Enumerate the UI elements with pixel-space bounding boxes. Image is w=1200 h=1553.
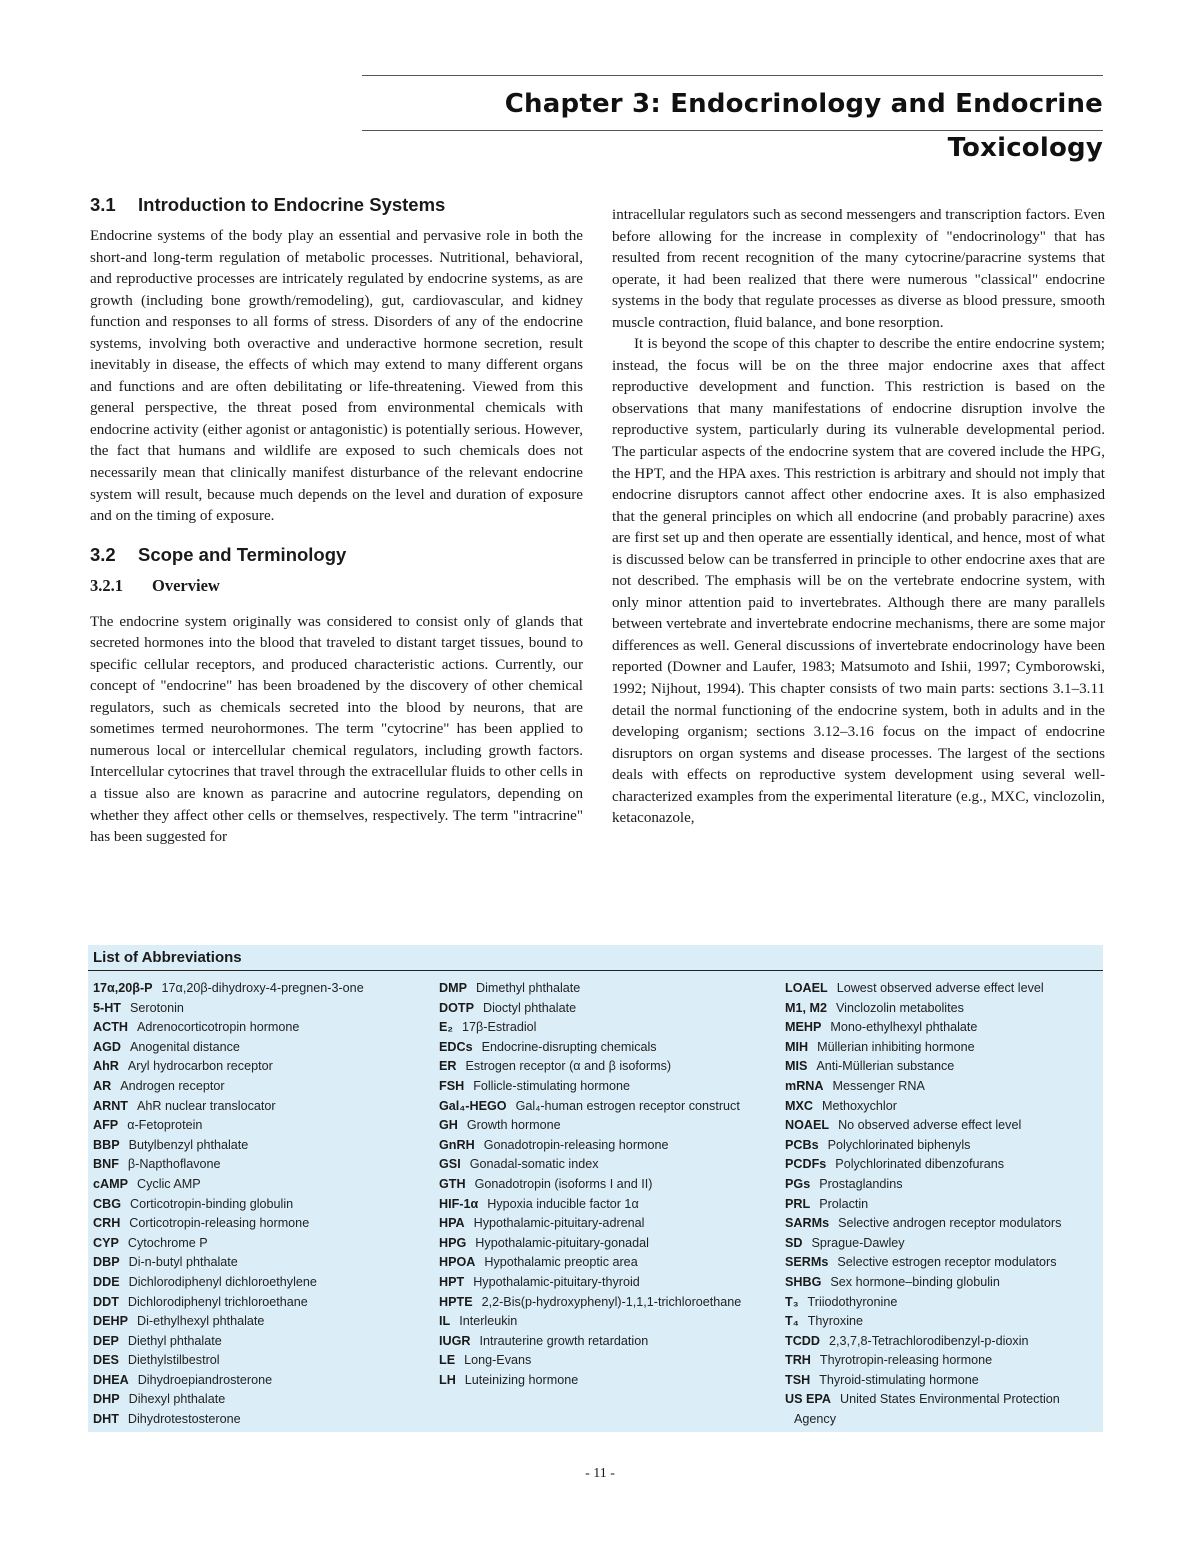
abbreviation-term: HPG <box>439 1235 467 1250</box>
abbreviation-term: cAMP <box>93 1176 128 1191</box>
abbreviation-term: M1, M2 <box>785 1000 827 1015</box>
abbreviation-entry <box>785 1018 1100 1038</box>
abbreviation-term: US EPA <box>785 1392 831 1407</box>
abbreviation-entry <box>439 1371 779 1391</box>
abbreviation-entry <box>93 1273 433 1293</box>
section-title: Introduction to Endocrine Systems <box>138 194 446 215</box>
abbreviation-entry <box>93 1293 433 1313</box>
abbreviation-term: SHBG <box>785 1274 822 1289</box>
abbreviation-term: HPTE <box>439 1294 473 1309</box>
abbreviation-term: DOTP <box>439 1000 474 1015</box>
abbreviation-definition: Thyroid-stimulating hormone <box>819 1372 979 1387</box>
abbreviation-term: ACTH <box>93 1020 128 1035</box>
abbreviation-definition: Dichlorodiphenyl trichloroethane <box>127 1294 308 1309</box>
abbreviation-definition: Gonadotropin (isoforms I and II) <box>474 1176 653 1191</box>
abbreviation-entry <box>93 1097 433 1117</box>
abbreviation-term: T₃ <box>785 1294 799 1309</box>
abbreviation-definition: Mono-ethylhexyl phthalate <box>830 1020 978 1035</box>
abbreviation-definition: Diethylstilbestrol <box>127 1353 220 1368</box>
header-rule-bottom <box>362 130 1103 131</box>
abbreviation-term: NOAEL <box>785 1118 830 1133</box>
abbreviation-entry <box>93 1057 433 1077</box>
abbreviation-term: 5-HT <box>93 1000 121 1015</box>
abbreviation-term: MIH <box>785 1039 809 1054</box>
abbreviation-entry <box>93 1018 433 1038</box>
abbreviation-entry <box>785 1253 1100 1273</box>
abbreviation-term: EDCs <box>439 1039 473 1054</box>
abbreviation-entry <box>439 1214 779 1234</box>
abbreviation-term: TSH <box>785 1372 811 1387</box>
abbreviation-definition: Long-Evans <box>464 1353 532 1368</box>
abbreviation-entry <box>93 1351 433 1371</box>
abbreviation-definition: Triiodothyronine <box>807 1294 898 1309</box>
abbreviation-entry <box>785 1390 1100 1429</box>
abbreviation-term: DEHP <box>93 1314 128 1329</box>
abbreviation-definition: Dichlorodiphenyl dichloroethylene <box>128 1274 317 1289</box>
paragraph-intro: Endocrine systems of the body play an essential and pervasive role in both the short-and long-term regulation of metabolic processes. Nutritional, behavioral, and reproductive processes are intricately regulated by endocrine systems, as are growth (including bone growth/remodeling), gut, cardiovascular, and kidney function and responses to all forms of stress. Disorders of any of the endocrine systems, involving both overactive and underactive hormone secretion, result inevitably in disease, the effects of which may extend to many different organs and functions and are often debilitating or life-threatening. Viewed from this general perspective, the threat posed from environmental chemicals with endocrine activity (either agonist or antagonistic) is potentially serious. However, the fact that humans and wildlife are exposed to such chemicals does not necessarily mean that clinically manifest disturbance of the relevant endocrine system will result, because much depends on the level and duration of exposure and on the timing of exposure. <box>90 228 583 525</box>
abbreviation-definition: Di-ethylhexyl phthalate <box>137 1314 265 1329</box>
abbreviation-entry <box>93 1175 433 1195</box>
abbreviation-definition: Butylbenzyl phthalate <box>128 1137 249 1152</box>
abbreviation-term: DEP <box>93 1333 119 1348</box>
abbreviation-term: ARNT <box>93 1098 128 1113</box>
abbreviation-entry <box>93 1253 433 1273</box>
abbreviation-term: T₄ <box>785 1314 799 1329</box>
abbreviation-entry <box>785 979 1100 999</box>
abbreviation-definition: Hypoxia inducible factor 1α <box>487 1196 639 1211</box>
abbreviation-term: AGD <box>93 1039 121 1054</box>
abbreviation-entry <box>93 1077 433 1097</box>
abbreviation-entry <box>439 1312 779 1332</box>
subsection-title: Overview <box>152 575 220 595</box>
abbreviation-definition: Androgen receptor <box>120 1078 225 1093</box>
abbreviations-box <box>88 945 1103 1432</box>
abbreviation-entry <box>439 1057 779 1077</box>
abbreviation-term: LE <box>439 1353 456 1368</box>
abbreviation-entry <box>93 1116 433 1136</box>
abbreviation-definition: Messenger RNA <box>832 1078 925 1093</box>
abbreviation-definition: Dihexyl phthalate <box>128 1392 226 1407</box>
abbreviation-definition: No observed adverse effect level <box>838 1118 1022 1133</box>
abbreviation-entry <box>439 1116 779 1136</box>
abbreviation-term: MIS <box>785 1059 808 1074</box>
abbreviation-term: CYP <box>93 1235 119 1250</box>
abbreviation-entry <box>785 1195 1100 1215</box>
abbreviation-definition: 2,3,7,8-Tetrachlorodibenzyl-p-dioxin <box>828 1333 1029 1348</box>
abbreviation-term: LOAEL <box>785 981 828 995</box>
abbreviation-term: PCDFs <box>785 1157 827 1172</box>
section-title: Scope and Terminology <box>138 543 347 565</box>
abbreviation-definition: Thyrotropin-releasing hormone <box>819 1353 993 1368</box>
abbreviation-term: TCDD <box>785 1333 820 1348</box>
abbreviation-term: PGs <box>785 1176 811 1191</box>
abbreviation-definition: Luteinizing hormone <box>464 1372 579 1387</box>
abbreviation-entry <box>785 1097 1100 1117</box>
abbreviation-term: SERMs <box>785 1255 829 1270</box>
abbreviation-entry <box>93 1371 433 1391</box>
abbreviations-title: List of Abbreviations <box>93 949 242 966</box>
abbreviation-entry <box>439 1195 779 1215</box>
abbreviation-definition: Aryl hydrocarbon receptor <box>127 1059 273 1074</box>
abbreviation-definition: Sex hormone–binding globulin <box>830 1274 1000 1289</box>
abbreviation-term: AFP <box>93 1118 119 1133</box>
chapter-title: Chapter 3: Endocrinology and Endocrine Toxicology <box>504 89 1103 163</box>
abbreviation-entry <box>439 1175 779 1195</box>
abbreviation-entry <box>785 1057 1100 1077</box>
abbreviation-definition: United States Environmental Protection Agency <box>794 1392 1060 1427</box>
abbreviation-definition: Follicle-stimulating hormone <box>473 1078 630 1093</box>
abbreviation-term: BBP <box>93 1137 120 1152</box>
subsection-heading-3-2-1 <box>90 574 583 598</box>
abbreviation-definition: Gal₄-human estrogen receptor construct <box>515 1098 740 1113</box>
abbreviation-entry <box>93 1038 433 1058</box>
abbreviations-column-1 <box>93 979 433 1430</box>
abbreviation-entry <box>93 1234 433 1254</box>
abbreviation-definition: 17α,20β-dihydroxy-4-pregnen-3-one <box>161 981 364 995</box>
abbreviation-definition: Prolactin <box>819 1196 869 1211</box>
abbreviation-definition: β-Napthoflavone <box>127 1157 221 1172</box>
abbreviations-rule <box>88 970 1103 971</box>
abbreviation-term: CRH <box>93 1216 121 1231</box>
abbreviation-term: SARMs <box>785 1216 830 1231</box>
abbreviation-definition: Serotonin <box>130 1000 184 1015</box>
abbreviation-term: E₂ <box>439 1020 453 1035</box>
abbreviation-term: IUGR <box>439 1333 471 1348</box>
abbreviation-term: MEHP <box>785 1020 822 1035</box>
abbreviation-term: GSI <box>439 1157 461 1172</box>
abbreviation-entry <box>93 1136 433 1156</box>
abbreviation-entry <box>785 1351 1100 1371</box>
abbreviation-term: TRH <box>785 1353 811 1368</box>
abbreviation-term: 17α,20β-P <box>93 981 153 995</box>
abbreviation-definition: Gonadal-somatic index <box>469 1157 599 1172</box>
abbreviation-entry <box>785 1175 1100 1195</box>
abbreviation-entry <box>93 1195 433 1215</box>
abbreviation-definition: α-Fetoprotein <box>127 1118 203 1133</box>
section-number: 3.1 <box>90 194 116 215</box>
subsection-number: 3.2.1 <box>90 575 123 595</box>
abbreviation-definition: Growth hormone <box>466 1118 561 1133</box>
abbreviation-entry <box>439 1038 779 1058</box>
abbreviation-definition: Anogenital distance <box>130 1039 240 1054</box>
abbreviation-definition: Anti-Müllerian substance <box>816 1059 955 1074</box>
abbreviation-definition: Polychlorinated biphenyls <box>827 1137 971 1152</box>
abbreviation-entry <box>439 1097 779 1117</box>
paragraph-scope: It is beyond the scope of this chapter to describe the entire endocrine system; instead, the focus will be on the three major endocrine axes that affect reproductive development and function. This restriction is based on the observations that many manifestations of endocrine disruption involve the reproductive system, particularly during its vulnerable developmental period. The particular aspects of the endocrine system that are covered include the HPG, the HPT, and the HPA axes. This restriction is arbitrary and should not imply that endocrine disruptors cannot affect other endocrine axes. It is also emphasized that the general principles on which all endocrine (and probably paracrine) axes are first set up and then operate are essentially identical, and hence, most of what is discussed below can be transferred in principle to other endocrine axes that are not described. The emphasis will be on the vertebrate endocrine system, with only minor attention paid to invertebrates. Although there are many parallels between vertebrate and invertebrate endocrine mechanisms, there are some major differences as well. General discussions of invertebrate endocrinology have been reported (Downer and Laufer, 1983; Matsumoto and Ishii, 1997; Cymborowski, 1992; Nijhout, 1994). This chapter consists of two main parts: sections 3.1–3.11 detail the normal functioning of the endocrine system, both in adults and in the developing organism; sections 3.12–3.16 focus on the impact of endocrine disruptors on organ systems and disease processes. The largest of the sections deals with effects on reproductive system development using several well-characterized examples from the experimental literature (e.g., MXC, vinclozolin, ketaconazole, <box>612 336 1105 827</box>
abbreviation-term: mRNA <box>785 1078 824 1093</box>
abbreviation-definition: Dimethyl phthalate <box>476 981 581 995</box>
abbreviation-term: Gal₄-HEGO <box>439 1098 507 1113</box>
right-column <box>612 205 1105 830</box>
abbreviation-definition: Gonadotropin-releasing hormone <box>483 1137 669 1152</box>
abbreviation-term: GnRH <box>439 1137 475 1152</box>
abbreviation-definition: Vinclozolin metabolites <box>836 1000 964 1015</box>
abbreviation-entry <box>93 1410 433 1430</box>
abbreviation-definition: Corticotropin-releasing hormone <box>129 1216 310 1231</box>
abbreviation-definition: Hypothalamic preoptic area <box>484 1255 638 1270</box>
abbreviation-definition: Hypothalamic-pituitary-gonadal <box>475 1235 649 1250</box>
abbreviation-definition: Selective estrogen receptor modulators <box>837 1255 1057 1270</box>
section-heading-3-2 <box>90 542 583 568</box>
abbreviation-definition: Müllerian inhibiting hormone <box>817 1039 975 1054</box>
abbreviation-entry <box>785 1371 1100 1391</box>
abbreviation-term: PCBs <box>785 1137 819 1152</box>
abbreviation-entry <box>439 979 779 999</box>
abbreviation-entry <box>439 1293 779 1313</box>
abbreviation-term: SD <box>785 1235 803 1250</box>
abbreviation-entry <box>93 1214 433 1234</box>
abbreviation-entry <box>785 1077 1100 1097</box>
abbreviation-definition: Cyclic AMP <box>137 1176 201 1191</box>
abbreviation-term: HIF-1α <box>439 1196 479 1211</box>
abbreviation-term: MXC <box>785 1098 813 1113</box>
abbreviation-definition: Lowest observed adverse effect level <box>836 981 1044 995</box>
abbreviation-term: ER <box>439 1059 457 1074</box>
abbreviation-definition: Estrogen receptor (α and β isoforms) <box>465 1059 672 1074</box>
abbreviation-entry <box>785 1273 1100 1293</box>
abbreviation-definition: Endocrine-disrupting chemicals <box>481 1039 657 1054</box>
abbreviation-term: DDT <box>93 1294 119 1309</box>
abbreviation-definition: Hypothalamic-pituitary-adrenal <box>473 1216 645 1231</box>
abbreviation-entry <box>93 979 433 999</box>
abbreviation-term: AhR <box>93 1059 119 1074</box>
abbreviation-definition: 17β-Estradiol <box>462 1020 537 1035</box>
abbreviation-term: BNF <box>93 1157 119 1172</box>
abbreviation-entry <box>439 1332 779 1352</box>
abbreviation-term: DDE <box>93 1274 120 1289</box>
abbreviation-entry <box>439 1351 779 1371</box>
abbreviation-definition: Dioctyl phthalate <box>482 1000 577 1015</box>
abbreviation-entry <box>785 1136 1100 1156</box>
abbreviation-term: HPOA <box>439 1255 476 1270</box>
abbreviation-definition: Polychlorinated dibenzofurans <box>835 1157 1005 1172</box>
abbreviation-definition: 2,2-Bis(p-hydroxyphenyl)-1,1,1-trichloroethane <box>481 1294 742 1309</box>
abbreviation-definition: Di-n-butyl phthalate <box>128 1255 238 1270</box>
left-column <box>90 192 583 849</box>
abbreviation-term: CBG <box>93 1196 121 1211</box>
abbreviation-definition: Methoxychlor <box>822 1098 897 1113</box>
abbreviation-definition: Cytochrome P <box>127 1235 208 1250</box>
abbreviations-column-2 <box>439 979 779 1390</box>
abbreviation-term: PRL <box>785 1196 811 1211</box>
abbreviation-definition: Prostaglandins <box>819 1176 903 1191</box>
abbreviation-entry <box>93 1312 433 1332</box>
abbreviation-entry <box>439 1136 779 1156</box>
abbreviation-definition: AhR nuclear translocator <box>136 1098 276 1113</box>
abbreviation-definition: Diethyl phthalate <box>127 1333 222 1348</box>
abbreviation-term: DMP <box>439 981 467 995</box>
abbreviation-definition: Sprague-Dawley <box>811 1235 905 1250</box>
abbreviation-definition: Interleukin <box>459 1314 518 1329</box>
abbreviation-term: GH <box>439 1118 458 1133</box>
abbreviation-entry <box>785 999 1100 1019</box>
abbreviation-definition: Thyroxine <box>807 1314 863 1329</box>
abbreviation-term: FSH <box>439 1078 465 1093</box>
abbreviation-entry <box>785 1038 1100 1058</box>
abbreviation-entry <box>439 1234 779 1254</box>
abbreviation-term: LH <box>439 1372 456 1387</box>
abbreviation-term: DES <box>93 1353 119 1368</box>
paragraph-continued: intracellular regulators such as second messengers and transcription factors. Even before allowing for the increase in complexity of "endocrinology" that has resulted from recent recognition of the many cytocrine/paracrine systems that operate, it had been realized that there were numerous "classical" endocrine systems in the body that regulate processes as diverse as blood pressure, smooth muscle contraction, fluid balance, and bone resorption. <box>612 207 1105 331</box>
abbreviation-definition: Adrenocorticotropin hormone <box>136 1020 300 1035</box>
abbreviation-term: DHT <box>93 1412 119 1427</box>
abbreviation-entry <box>439 1253 779 1273</box>
abbreviation-entry <box>439 999 779 1019</box>
abbreviation-term: IL <box>439 1314 451 1329</box>
page-number: - 11 - <box>585 1466 615 1481</box>
abbreviation-entry <box>93 999 433 1019</box>
abbreviation-entry <box>785 1332 1100 1352</box>
paragraph-overview: The endocrine system originally was considered to consist only of glands that secreted hormones into the blood that traveled to distant target tissues, bound to specific cellular receptors, and produced characteristic actions. Currently, our concept of "endocrine" has been broadened by the discovery of other chemical regulators, such as chemicals secreted into the blood by neurons, that are sometimes termed neurohormones. The term "cytocrine" has been applied to numerous local or intercellular chemical regulators, including growth factors. Intercellular cytocrines that travel through the extracellular fluids to other cells in a tissue also are known as paracrine and autocrine regulators, depending on whether they affect other cells or themselves, respectively. The term "intracrine" has been suggested for <box>90 613 583 846</box>
abbreviation-definition: Intrauterine growth retardation <box>479 1333 649 1348</box>
abbreviation-term: AR <box>93 1078 112 1093</box>
abbreviation-entry <box>785 1234 1100 1254</box>
abbreviations-column-3 <box>785 979 1100 1430</box>
abbreviation-term: GTH <box>439 1176 466 1191</box>
abbreviation-entry <box>93 1155 433 1175</box>
abbreviation-definition: Dihydroepiandrosterone <box>137 1372 273 1387</box>
abbreviation-entry <box>439 1018 779 1038</box>
abbreviation-entry <box>93 1390 433 1410</box>
abbreviation-entry <box>93 1332 433 1352</box>
abbreviation-entry <box>785 1312 1100 1332</box>
section-heading-3-1 <box>90 192 583 218</box>
header-rule-top <box>362 75 1103 76</box>
section-number: 3.2 <box>90 543 116 565</box>
abbreviation-term: DBP <box>93 1255 120 1270</box>
abbreviation-entry <box>785 1116 1100 1136</box>
abbreviation-term: HPA <box>439 1216 465 1231</box>
abbreviation-entry <box>785 1155 1100 1175</box>
abbreviation-entry <box>785 1214 1100 1234</box>
abbreviation-entry <box>439 1273 779 1293</box>
abbreviation-term: DHEA <box>93 1372 129 1387</box>
abbreviation-definition: Selective androgen receptor modulators <box>838 1216 1062 1231</box>
abbreviation-entry <box>439 1155 779 1175</box>
abbreviation-term: DHP <box>93 1392 120 1407</box>
abbreviation-definition: Hypothalamic-pituitary-thyroid <box>473 1274 640 1289</box>
abbreviation-definition: Dihydrotestosterone <box>127 1412 241 1427</box>
abbreviation-term: HPT <box>439 1274 465 1289</box>
abbreviation-definition: Corticotropin-binding globulin <box>130 1196 294 1211</box>
abbreviation-entry <box>785 1293 1100 1313</box>
abbreviation-entry <box>439 1077 779 1097</box>
